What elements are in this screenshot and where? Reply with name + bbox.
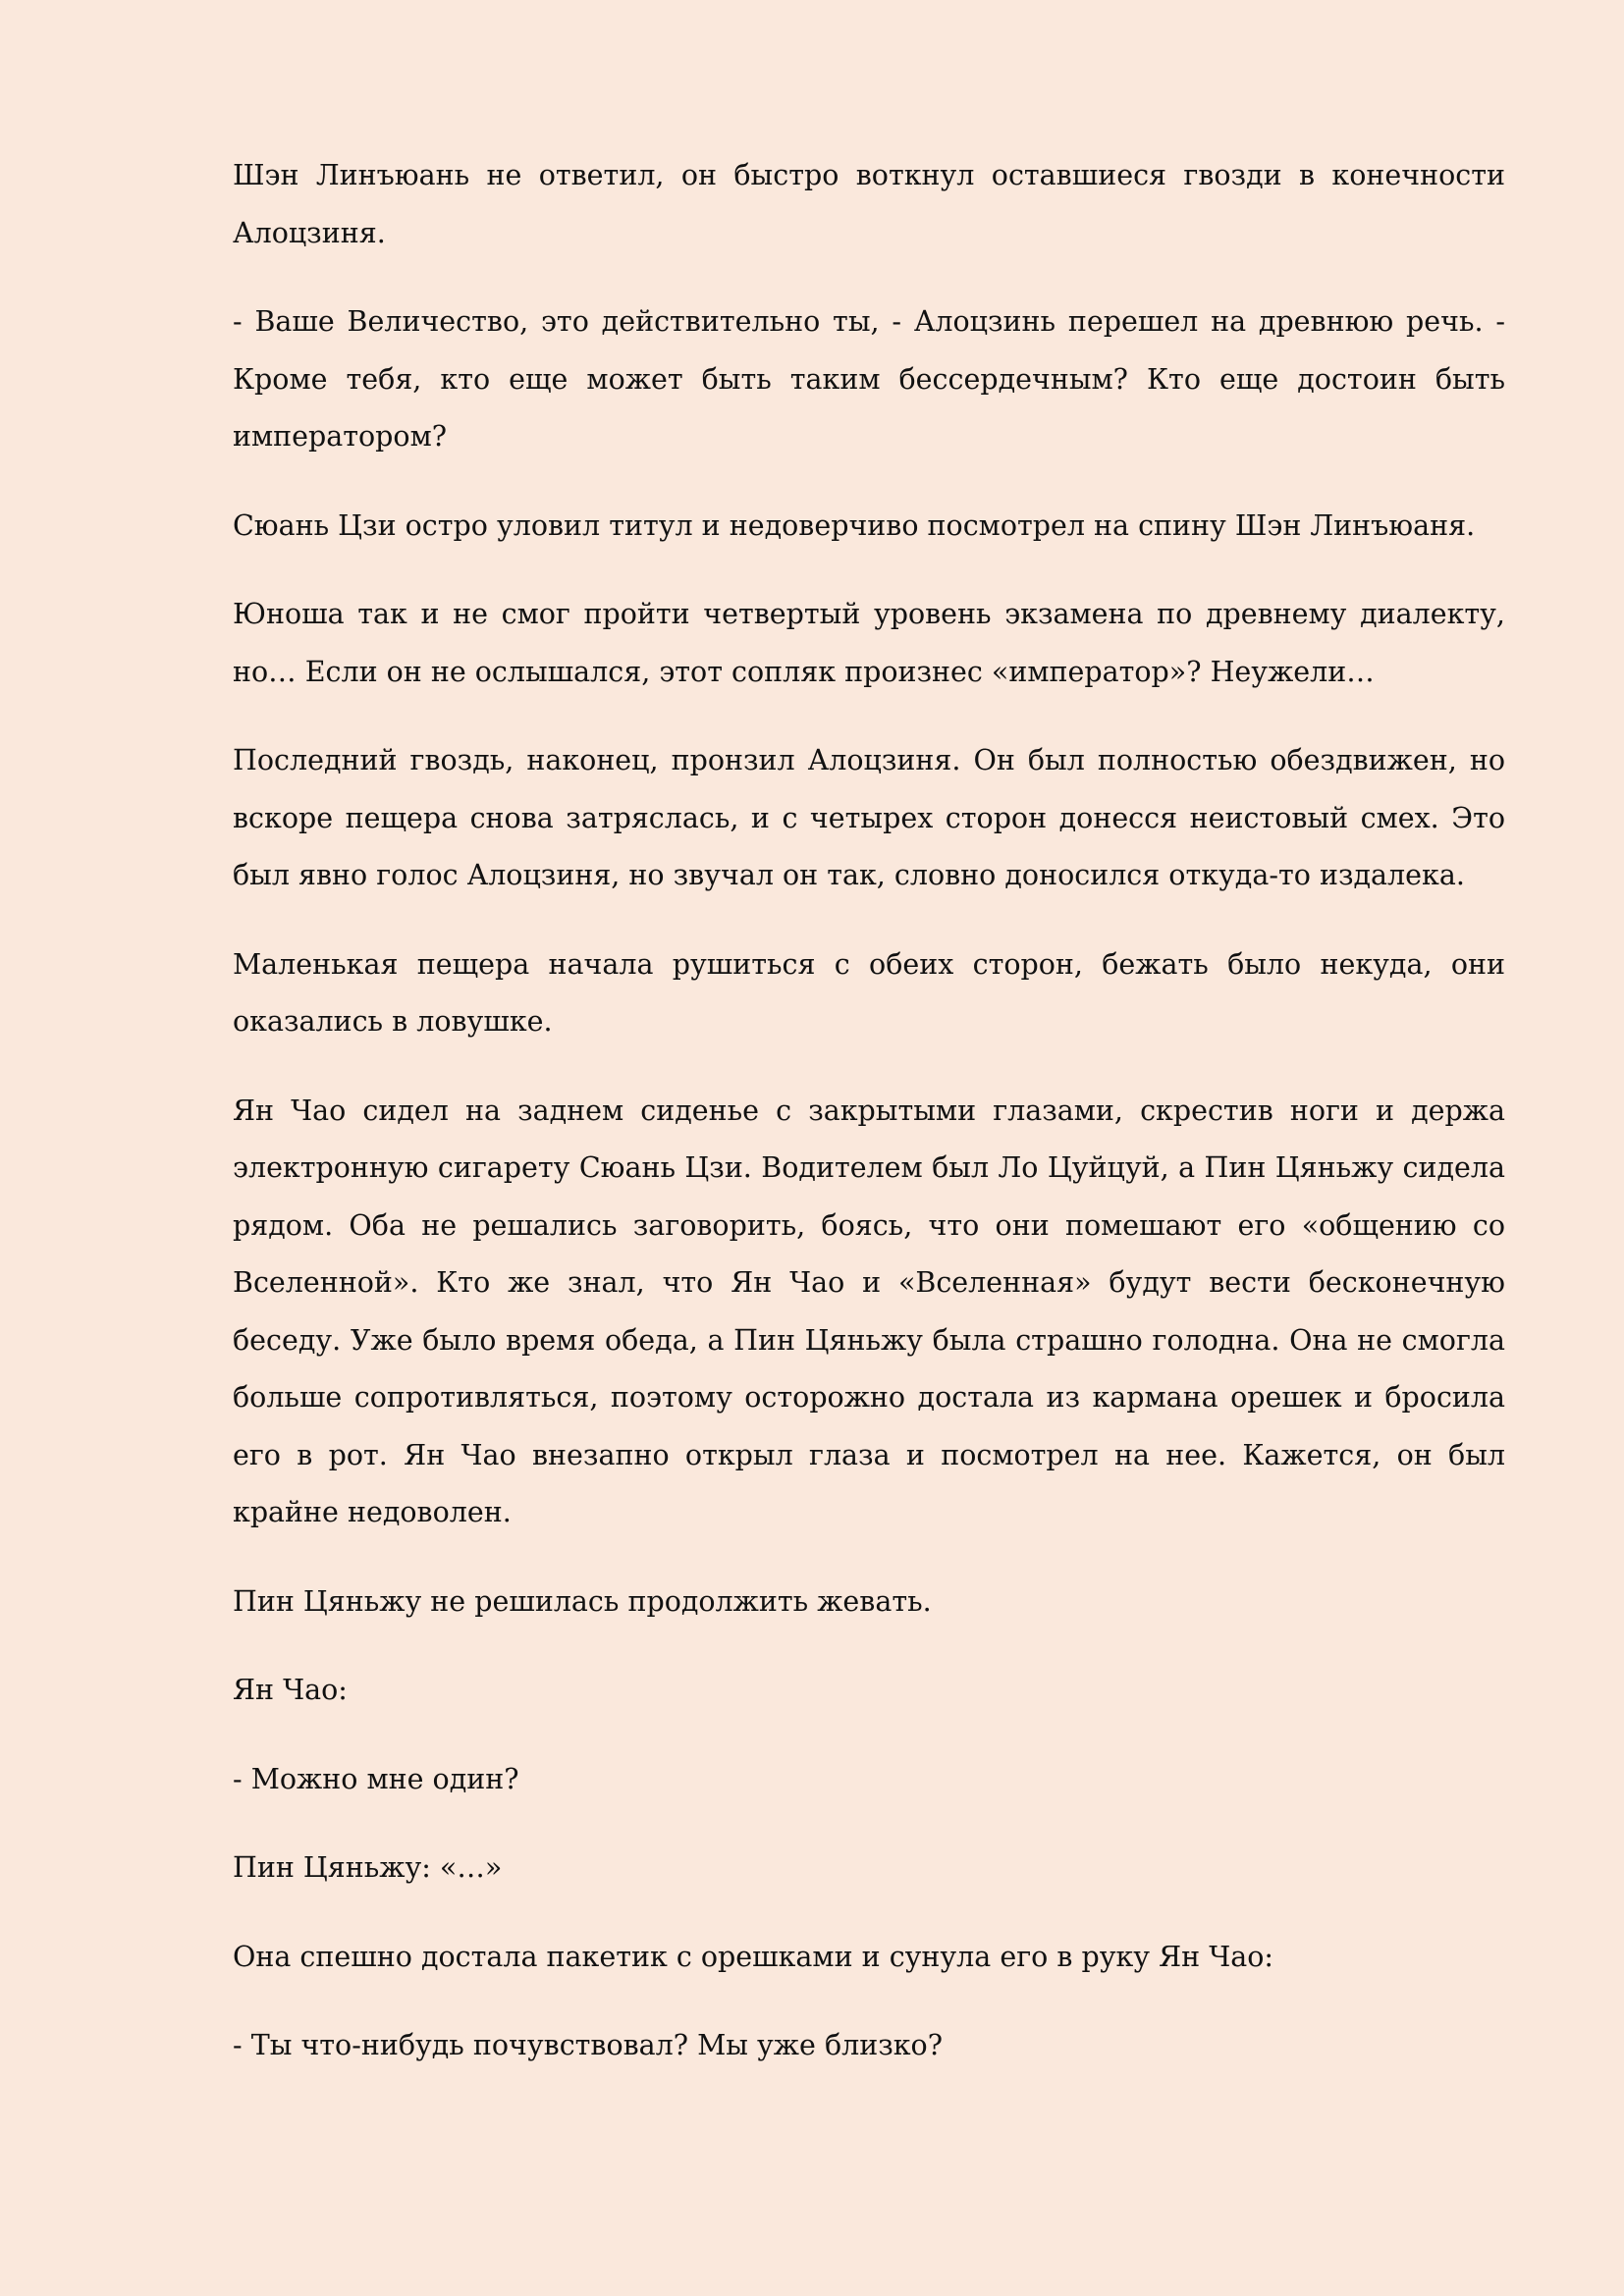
paragraph: Пин Цяньжу не решилась продолжить жевать. bbox=[233, 1584, 932, 1618]
paragraph: Сюань Цзи остро уловил титул и недоверчиво посмотрел на спину Шэн Линъюаня. bbox=[233, 508, 1476, 542]
paragraph: Маленькая пещера начала рушиться с обеих сторон, бежать было некуда, они оказались в ловушке. bbox=[233, 947, 1505, 1038]
paragraph: - Ты что-нибудь почувствовал? Мы уже близко? bbox=[233, 2029, 943, 2061]
paragraph: Она спешно достала пакетик с орешками и сунула его в руку Ян Чао: bbox=[233, 1940, 1273, 1973]
paragraph: Юноша так и не смог пройти четвертый уровень экзамена по древнему диалекту, но… Если он не ослышался, этот сопляк произнес «император»? Неужели… bbox=[233, 598, 1505, 688]
paragraph: - Можно мне один? bbox=[233, 1762, 519, 1795]
paragraph: Ян Чао: bbox=[233, 1674, 348, 1706]
paragraph: Пин Цяньжу: «…» bbox=[233, 1851, 503, 1884]
paragraph: - Ваше Величество, это действительно ты, - Алоцзинь перешел на древнюю речь. - Кроме тебя, кто еще может быть таким бессердечным? Кто еще достоин быть императором? bbox=[233, 305, 1505, 453]
paragraph: Последний гвоздь, наконец, пронзил Алоцзиня. Он был полностью обездвижен, но вскоре пещера снова затряслась, и с четырех сторон донесся неистовый смех. Это был явно голос Алоцзиня, но звучал он так, словно доносился откуда-то издалека. bbox=[233, 744, 1505, 891]
paragraph: Шэн Линъюань не ответил, он быстро воткнул оставшиеся гвозди в конечности Алоцзиня. bbox=[233, 159, 1505, 249]
paragraph: Ян Чао сидел на заднем сиденье с закрытыми глазами, скрестив ноги и держа электронную сигарету Сюань Цзи. Водителем был Ло Цуйцуй, а Пин Цяньжу сидела рядом. Оба не решались заговорить, боясь, что они помешают его «общению со Вселенной». Кто же знал, что Ян Чао и «Вселенная» будут вести бесконечную беседу. Уже было время обеда, а Пин Цяньжу была страшно голодна. Она не смогла больше сопротивляться, поэтому осторожно достала из кармана орешек и бросила его в рот. Ян Чао внезапно открыл глаза и посмотрел на нее. Кажется, он был крайне недоволен. bbox=[233, 1094, 1505, 1528]
document-page bbox=[233, 147, 1505, 2107]
